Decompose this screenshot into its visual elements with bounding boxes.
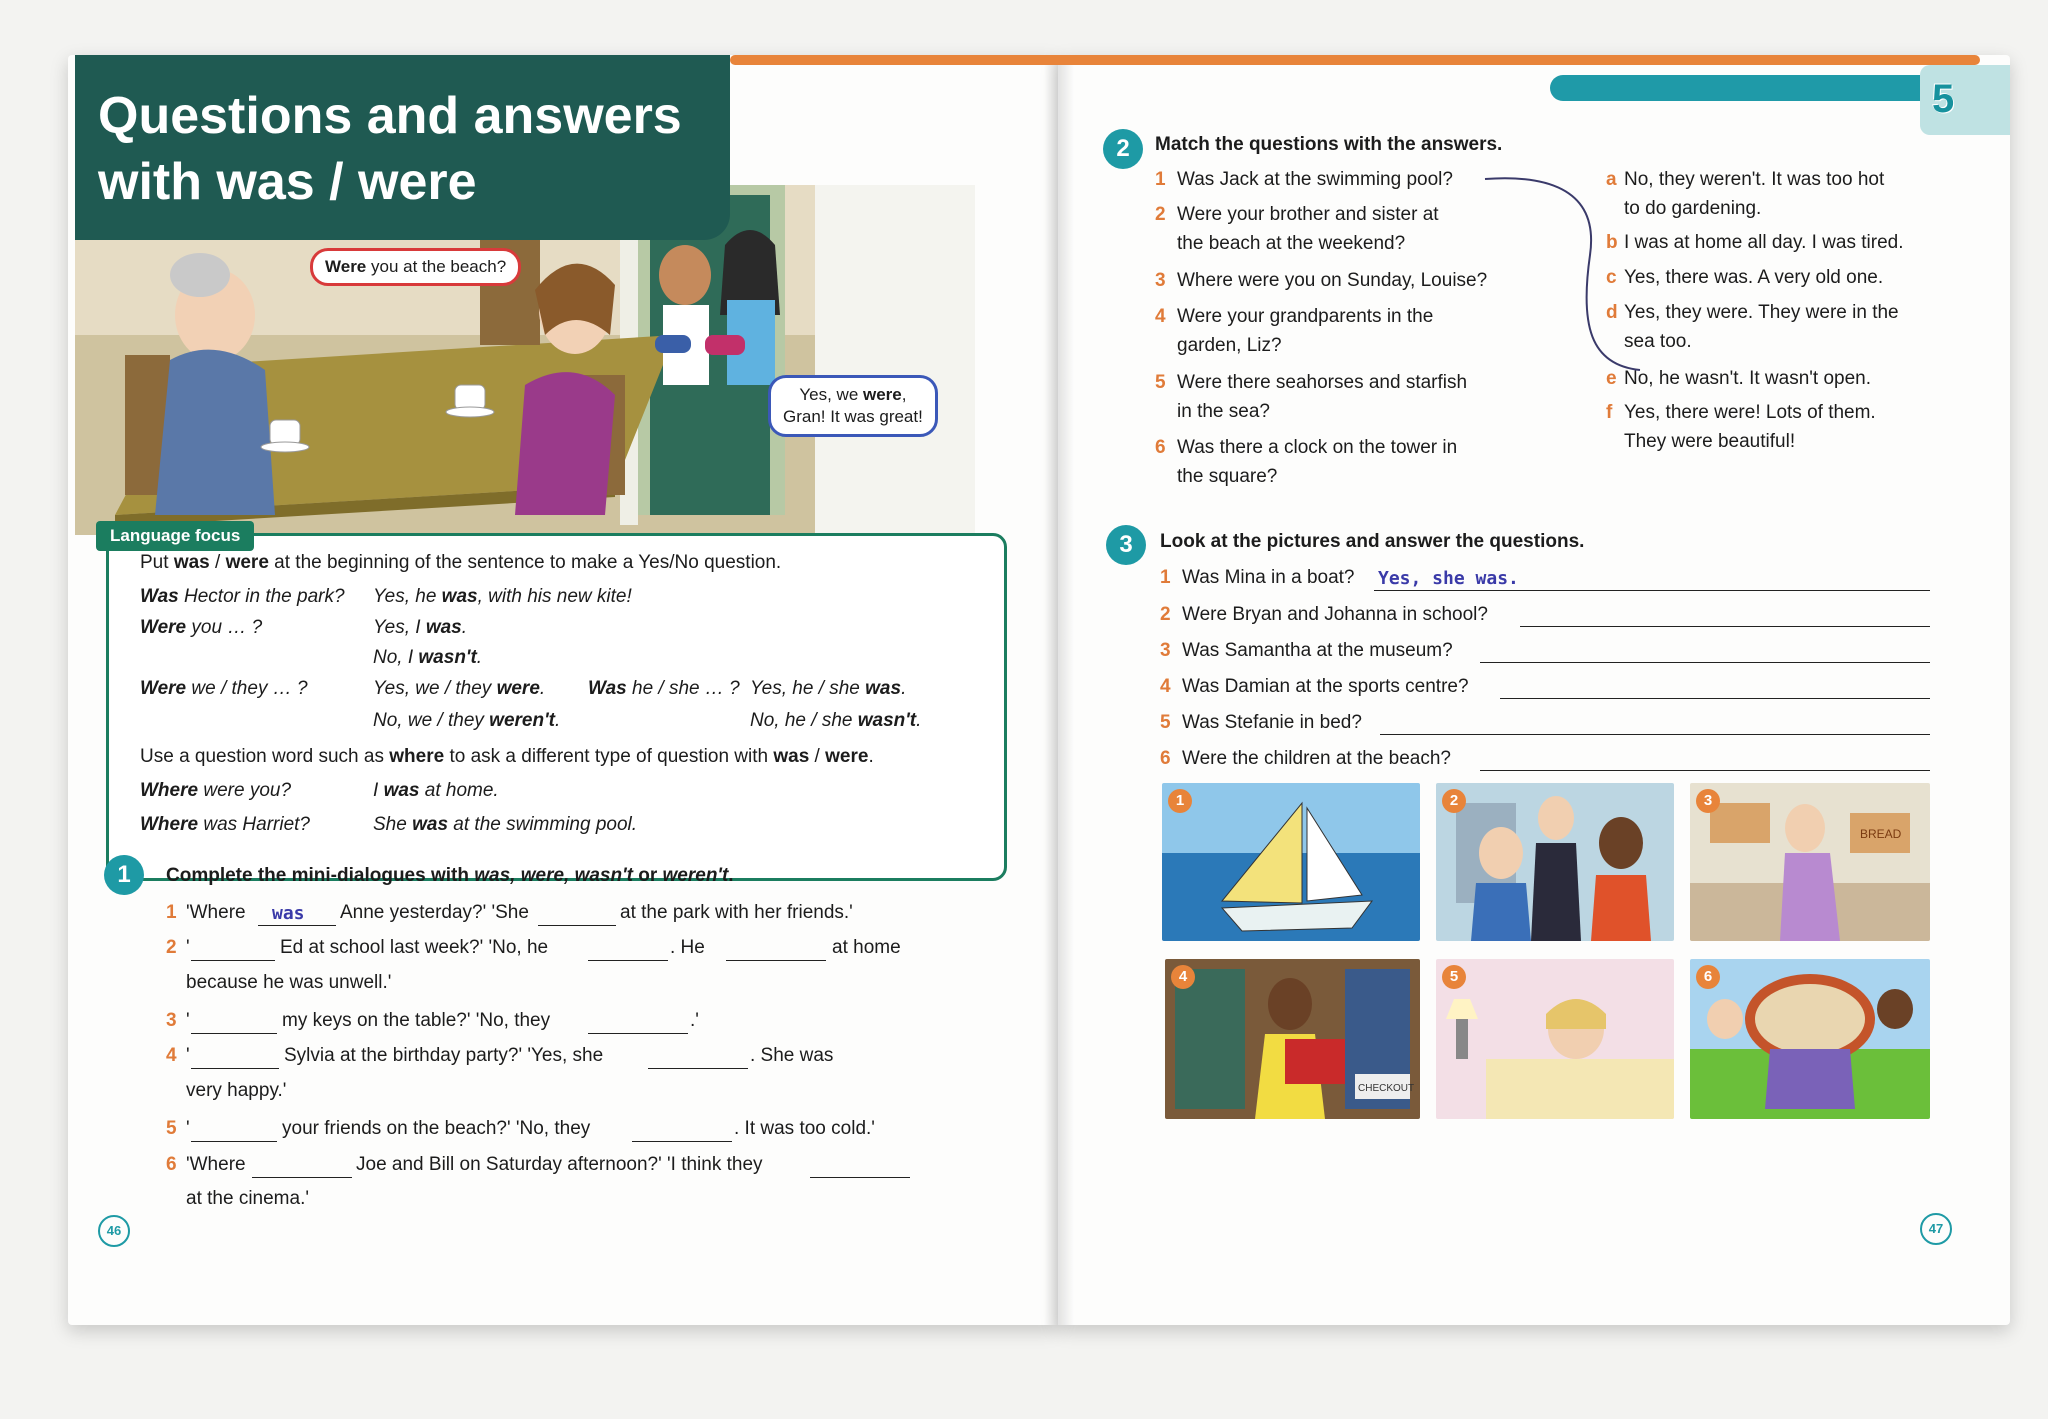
ex3-q4-line[interactable]: [1500, 698, 1930, 699]
ex2-q2-num: 2: [1155, 204, 1166, 225]
ex1-item6-blank1[interactable]: [252, 1177, 352, 1178]
ex1-item5-blank2[interactable]: [632, 1141, 732, 1142]
picture-2-school: [1436, 783, 1674, 941]
ex2-q5-text2: in the sea?: [1177, 401, 1270, 422]
ex1-item3-a: ': [186, 1010, 190, 1031]
ex2-q4-text2: garden, Liz?: [1177, 335, 1282, 356]
ex3-q3-line[interactable]: [1480, 662, 1930, 663]
lf-row5-answer2: No, he / she wasn't.: [750, 710, 922, 731]
ex1-item4-blank1[interactable]: [191, 1068, 279, 1069]
ex1-item2-blank2[interactable]: [588, 960, 668, 961]
ex1-item6-b: Joe and Bill on Saturday afternoon?' 'I think they: [356, 1154, 763, 1175]
ex3-q3-num: 3: [1160, 640, 1171, 661]
ex2-f-text2: They were beautiful!: [1624, 431, 1796, 452]
ex2-d-text: Yes, they were. They were in the: [1624, 302, 1899, 323]
ex1-item1-answer: was: [272, 903, 305, 924]
picture-4-library: [1165, 959, 1420, 1119]
ex2-q4-num: 4: [1155, 306, 1166, 327]
ex2-q6-text: Was there a clock on the tower in: [1177, 437, 1458, 458]
ex1-item4-d: very happy.': [186, 1080, 287, 1101]
picture-3-badge: 3: [1696, 789, 1720, 813]
ex1-item2-blank3[interactable]: [726, 960, 826, 961]
ex2-b-letter: b: [1606, 232, 1618, 253]
ex2-q5-num: 5: [1155, 372, 1166, 393]
ex1-item2-e: because he was unwell.': [186, 972, 392, 993]
ex1-item6-blank2[interactable]: [810, 1177, 910, 1178]
ex1-item3-num: 3: [166, 1010, 177, 1031]
lf-where1-answer: I was at home.: [373, 780, 499, 801]
ex2-f-letter: f: [1606, 402, 1613, 423]
ex3-q4-text: Was Damian at the sports centre?: [1182, 676, 1469, 697]
title-line-1: Questions and answers: [98, 87, 682, 145]
ex1-item5-c: . It was too cold.': [734, 1118, 875, 1139]
ex1-item3-blank1[interactable]: [191, 1033, 277, 1034]
picture-3-supermarket: [1690, 783, 1930, 941]
ex1-item4-a: ': [186, 1045, 190, 1066]
top-orange-band: [730, 55, 1980, 65]
bubble2-bold: were: [863, 385, 902, 404]
bubble1-text: you at the beach?: [366, 257, 507, 276]
picture-1-boat: [1162, 783, 1420, 941]
ex1-item2-b: Ed at school last week?' 'No, he: [280, 937, 549, 958]
ex2-a-text2: to do gardening.: [1624, 198, 1762, 219]
unit-number: 5: [1932, 77, 1955, 121]
ex1-item5-num: 5: [166, 1118, 177, 1139]
ex3-q6-text: Were the children at the beach?: [1182, 748, 1451, 769]
ex1-item3-blank2[interactable]: [588, 1033, 688, 1034]
ex1-item4-num: 4: [166, 1045, 177, 1066]
lf-row3-answer: No, I wasn't.: [373, 647, 483, 668]
ex1-item1-blank2[interactable]: [538, 925, 616, 926]
lf-row4-question2: Was he / she … ?: [588, 678, 740, 699]
ex3-q2-line[interactable]: [1520, 626, 1930, 627]
exercise3-number: 3: [1106, 525, 1146, 565]
ex2-q1-text: Was Jack at the swimming pool?: [1177, 169, 1453, 190]
exercise2-instruction: Match the questions with the answers.: [1155, 134, 1503, 155]
lf-use-line: Use a question word such as where to ask a different type of question with was / were.: [140, 746, 874, 767]
ex1-item6-c: at the cinema.': [186, 1188, 309, 1209]
ex2-q4-text: Were your grandparents in the: [1177, 306, 1434, 327]
ex1-item2-blank1[interactable]: [191, 960, 275, 961]
right-page-number: 47: [1920, 1213, 1952, 1245]
ex1-item3-b: my keys on the table?' 'No, they: [282, 1010, 551, 1031]
left-page-number: 46: [98, 1215, 130, 1247]
ex2-f-text: Yes, there were! Lots of them.: [1624, 402, 1876, 423]
ex3-q6-line[interactable]: [1480, 770, 1930, 771]
lf-intro: Put was / were at the beginning of the sentence to make a Yes/No question.: [140, 552, 782, 573]
title-line-2: with was / were: [98, 153, 477, 211]
ex2-match-line: [1480, 165, 1645, 380]
ex3-q2-num: 2: [1160, 604, 1171, 625]
ex2-q2-text: Were your brother and sister at: [1177, 204, 1439, 225]
ex3-q1-line[interactable]: [1374, 590, 1930, 591]
ex1-item1-num: 1: [166, 902, 177, 923]
page-title: [98, 83, 682, 215]
ex3-q6-num: 6: [1160, 748, 1171, 769]
picture-5-bed: [1436, 959, 1674, 1119]
ex2-q3-text: Where were you on Sunday, Louise?: [1177, 270, 1488, 291]
ex2-q6-text2: the square?: [1177, 466, 1278, 487]
ex1-item4-b: Sylvia at the birthday party?' 'Yes, she: [284, 1045, 604, 1066]
children-speech-bubble: [768, 375, 938, 437]
ex2-q3-num: 3: [1155, 270, 1166, 291]
ex2-d-text2: sea too.: [1624, 331, 1692, 352]
picture-2-badge: 2: [1442, 789, 1466, 813]
ex3-q5-text: Was Stefanie in bed?: [1182, 712, 1362, 733]
bubble2-line2: Gran! It was great!: [783, 407, 923, 426]
ex2-a-text: No, they weren't. It was too hot: [1624, 169, 1885, 190]
ex1-item2-c: . He: [670, 937, 705, 958]
picture-1-badge: 1: [1168, 789, 1192, 813]
lf-row5-answer: No, we / they weren't.: [373, 710, 561, 731]
ex2-q2-text2: the beach at the weekend?: [1177, 233, 1406, 254]
ex1-item1-a: 'Where: [186, 902, 246, 923]
lf-row4-answer2: Yes, he / she was.: [750, 678, 907, 699]
lf-row2-answer: Yes, I was.: [373, 617, 468, 638]
ex3-q5-num: 5: [1160, 712, 1171, 733]
ex2-e-letter: e: [1606, 368, 1617, 389]
exercise1-number: 1: [104, 855, 144, 895]
bubble2-text-b: ,: [901, 385, 907, 404]
lf-where2-answer: She was at the swimming pool.: [373, 814, 638, 835]
ex3-q5-line[interactable]: [1380, 734, 1930, 735]
ex1-item3-c: .': [690, 1010, 699, 1031]
exercise1-instruction: Complete the mini-dialogues with was, were, wasn't or weren't.: [166, 865, 734, 886]
ex1-item1-c: at the park with her friends.': [620, 902, 853, 923]
ex1-item2-a: ': [186, 937, 190, 958]
exercise3-instruction: Look at the pictures and answer the questions.: [1160, 531, 1585, 552]
lf-where1-question: Where were you?: [140, 780, 292, 801]
ex1-item6-num: 6: [166, 1154, 177, 1175]
ex1-item5-a: ': [186, 1118, 190, 1139]
ex3-q2-text: Were Bryan and Johanna in school?: [1182, 604, 1488, 625]
ex1-item1-b: Anne yesterday?' 'She: [340, 902, 529, 923]
lf-row4-answer: Yes, we / they were.: [373, 678, 546, 699]
ex1-item4-c: . She was: [750, 1045, 834, 1066]
picture-4-sign: CHECKOUT: [1358, 1083, 1415, 1094]
bubble1-bold: Were: [325, 257, 367, 276]
picture-3-sign: BREAD: [1860, 827, 1902, 841]
ex2-q6-num: 6: [1155, 437, 1166, 458]
lf-row2-question: Were you … ?: [140, 617, 263, 638]
ex1-item2-d: at home: [832, 937, 901, 958]
picture-4-badge: 4: [1171, 965, 1195, 989]
top-teal-band: [1550, 75, 1950, 101]
ex1-item5-b: your friends on the beach?' 'No, they: [282, 1118, 591, 1139]
ex2-b-text: I was at home all day. I was tired.: [1624, 232, 1904, 253]
ex1-item6-a: 'Where: [186, 1154, 246, 1175]
bubble2-text-a: Yes, we: [799, 385, 863, 404]
ex3-q1-text: Was Mina in a boat?: [1182, 567, 1355, 588]
open-book: [40, 55, 1970, 1330]
grandma-speech-bubble: [310, 248, 521, 286]
language-focus-label: Language focus: [96, 521, 254, 551]
lf-row4-question: Were we / they … ?: [140, 678, 308, 699]
picture-5-badge: 5: [1442, 965, 1466, 989]
ex2-a-letter: a: [1606, 169, 1617, 190]
ex1-item5-blank1[interactable]: [191, 1141, 277, 1142]
lf-row1-question: Was Hector in the park?: [140, 586, 345, 607]
picture-6-picnic: [1690, 959, 1930, 1119]
ex1-item2-num: 2: [166, 937, 177, 958]
ex3-q4-num: 4: [1160, 676, 1171, 697]
lf-row1-answer: Yes, he was, with his new kite!: [373, 586, 632, 607]
ex1-item1-blank1[interactable]: [258, 925, 336, 926]
exercise2-number: 2: [1103, 129, 1143, 169]
ex2-c-text: Yes, there was. A very old one.: [1624, 267, 1884, 288]
ex3-q1-num: 1: [1160, 567, 1171, 588]
ex2-e-text: No, he wasn't. It wasn't open.: [1624, 368, 1871, 389]
ex1-item4-blank2[interactable]: [648, 1068, 748, 1069]
lf-where2-question: Where was Harriet?: [140, 814, 310, 835]
book-spine: [1044, 55, 1074, 1325]
ex2-d-letter: d: [1606, 302, 1618, 323]
ex2-q1-num: 1: [1155, 169, 1166, 190]
picture-6-badge: 6: [1696, 965, 1720, 989]
ex2-c-letter: c: [1606, 267, 1617, 288]
ex3-q1-answer: Yes, she was.: [1378, 568, 1519, 589]
ex2-q5-text: Were there seahorses and starfish: [1177, 372, 1468, 393]
ex3-q3-text: Was Samantha at the museum?: [1182, 640, 1453, 661]
